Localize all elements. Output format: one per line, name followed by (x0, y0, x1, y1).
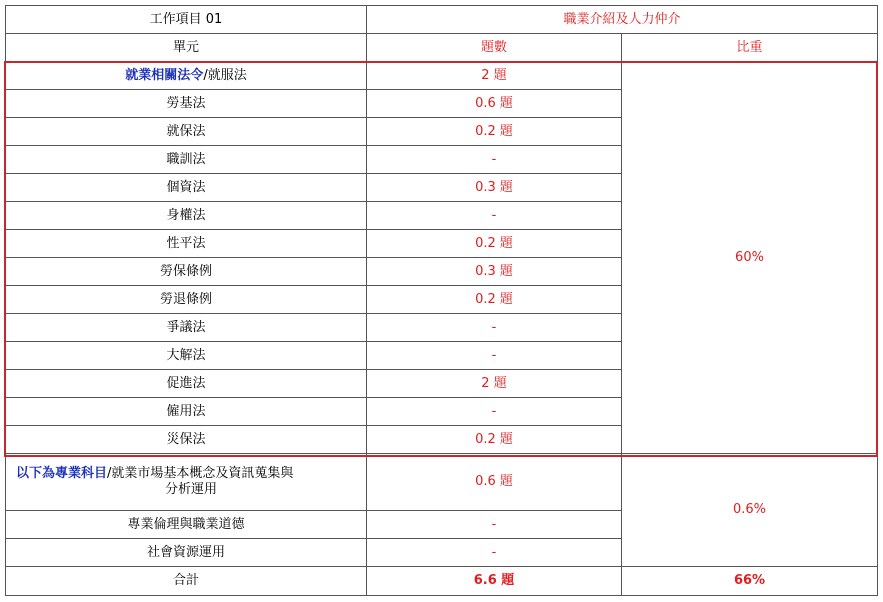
count-cell: - (367, 511, 622, 539)
unit-label: /就服法 (203, 67, 247, 83)
count-cell: 0.2 題 (367, 118, 622, 146)
total-label: 合計 (6, 567, 367, 596)
count-cell: - (367, 314, 622, 342)
count-cell: 0.2 題 (367, 426, 622, 454)
job-category-title: 職業介紹及人力仲介 (367, 6, 878, 34)
unit-cell (6, 454, 367, 511)
unit-label-line2: 分析運用 (164, 482, 217, 497)
total-weight: 66% (622, 567, 878, 596)
pro-group-weight: 0.6% (622, 454, 878, 567)
unit-cell: 職訓法 (6, 146, 367, 174)
unit-cell: 災保法 (6, 426, 367, 454)
count-cell: 0.6 題 (367, 90, 622, 118)
unit-cell: 就保法 (6, 118, 367, 146)
table-row (6, 454, 878, 511)
unit-cell: 專業倫理與職業道德 (6, 511, 367, 539)
unit-highlight: 以下為專業科目 (16, 466, 108, 481)
count-cell: 2 題 (367, 370, 622, 398)
unit-cell: 爭議法 (6, 314, 367, 342)
count-cell: 2 題 (367, 62, 622, 90)
unit-cell: 僱用法 (6, 398, 367, 426)
unit-cell: 勞退條例 (6, 286, 367, 314)
unit-cell: 身權法 (6, 202, 367, 230)
unit-label: /就業市場基本概念及資訊蒐集與 (107, 466, 294, 481)
exam-weight-table (5, 5, 878, 596)
title-row (6, 6, 878, 34)
unit-cell: 勞基法 (6, 90, 367, 118)
unit-cell: 個資法 (6, 174, 367, 202)
table-row (6, 62, 878, 90)
unit-cell: 性平法 (6, 230, 367, 258)
count-cell: - (367, 146, 622, 174)
count-cell: - (367, 202, 622, 230)
count-cell: 0.2 題 (367, 230, 622, 258)
unit-cell (6, 62, 367, 90)
count-cell: - (367, 539, 622, 567)
unit-highlight: 就業相關法令 (125, 67, 204, 83)
count-cell: 0.6 題 (367, 454, 622, 511)
unit-cell: 社會資源運用 (6, 539, 367, 567)
col-header-count: 題數 (367, 34, 622, 62)
count-cell: - (367, 342, 622, 370)
work-item-title: 工作項目 01 (6, 6, 367, 34)
law-group-weight: 60% (622, 62, 878, 454)
count-cell: 0.3 題 (367, 258, 622, 286)
total-count: 6.6 題 (367, 567, 622, 596)
col-header-weight: 比重 (622, 34, 878, 62)
count-cell: - (367, 398, 622, 426)
column-header-row (6, 34, 878, 62)
unit-cell: 勞保條例 (6, 258, 367, 286)
total-row (6, 567, 878, 596)
unit-cell: 大解法 (6, 342, 367, 370)
unit-cell: 促進法 (6, 370, 367, 398)
col-header-unit: 單元 (6, 34, 367, 62)
count-cell: 0.2 題 (367, 286, 622, 314)
count-cell: 0.3 題 (367, 174, 622, 202)
